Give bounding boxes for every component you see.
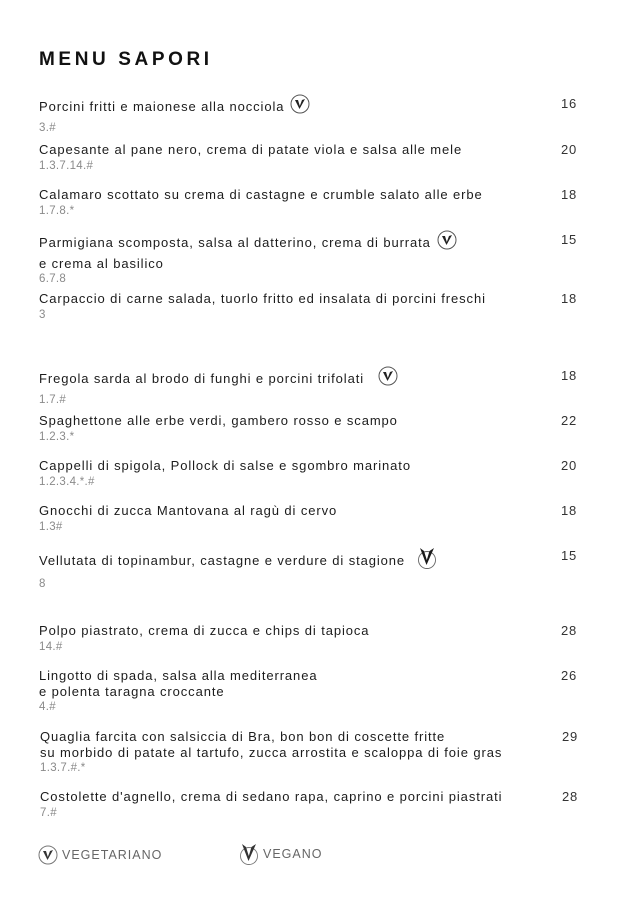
allergen-codes: 7.#: [40, 806, 57, 819]
dish-price: 18: [560, 291, 577, 306]
menu-item: [39, 232, 579, 286]
vegan-icon: [239, 842, 259, 866]
dish-name-line-2: e polenta taragna croccante: [39, 683, 225, 699]
allergen-codes: 14.#: [39, 640, 63, 653]
dish-price: 15: [560, 232, 577, 247]
dish-price: 15: [560, 548, 577, 563]
dish-name-line-2: su morbido di patate al tartufo, zucca arrostita e scaloppa di foie gras: [40, 744, 503, 760]
dish-name: Fregola sarda al brodo di funghi e porcini trifolati: [39, 368, 579, 392]
menu-item: [39, 142, 579, 173]
dish-name: Calamaro scottato su crema di castagne e crumble salato alle erbe: [39, 187, 483, 202]
allergen-codes: 6.7.8: [39, 273, 67, 285]
menu-item: [40, 729, 580, 775]
dish-price: 29: [561, 729, 578, 744]
dish-price: 20: [560, 142, 577, 157]
dish-name: Cappelli di spigola, Pollock di salse e sgombro marinato: [39, 458, 411, 473]
allergen-codes: 3: [39, 308, 46, 321]
dish-price: 18: [560, 368, 577, 383]
vegetarian-icon: [378, 366, 398, 390]
dish-name: Spaghettone alle erbe verdi, gambero rosso e scampo: [39, 413, 398, 428]
legend-vegan: [239, 842, 323, 866]
allergen-codes: 4.#: [39, 701, 56, 713]
allergen-codes: 1.2.3.4.*.#: [39, 475, 95, 488]
dish-name: Quaglia farcita con salsiccia di Bra, bon bon di coscette fritte: [40, 729, 446, 744]
legend-vegetarian: [38, 845, 162, 865]
vegetarian-icon: [437, 230, 457, 254]
dish-price: 18: [560, 187, 577, 202]
menu-item: [39, 623, 579, 654]
dish-name: Polpo piastrato, crema di zucca e chips di tapioca: [39, 623, 370, 638]
menu-item: [39, 187, 579, 218]
dish-name: Gnocchi di zucca Mantovana al ragù di cervo: [39, 503, 338, 518]
menu-item: [39, 96, 579, 135]
vegetarian-icon: [38, 845, 58, 865]
menu-title: MENU SAPORI: [39, 49, 213, 70]
menu-item: [39, 503, 579, 534]
legend-vegetarian-label: VEGETARIANO: [62, 848, 163, 862]
menu-item: [39, 368, 579, 407]
allergen-codes: 1.7.#: [39, 393, 67, 406]
dish-name: Vellutata di topinambur, castagne e verdure di stagione: [39, 548, 579, 576]
dish-name: Porcini fritti e maionese alla nocciola: [39, 96, 579, 120]
dish-price: 28: [561, 789, 578, 804]
menu-item: [39, 413, 579, 444]
allergen-codes: 3.#: [39, 121, 56, 134]
allergen-codes: 1.2.3.*: [39, 430, 75, 443]
dish-name: Lingotto di spada, salsa alla mediterranea: [39, 668, 318, 683]
dish-price: 28: [560, 623, 577, 638]
dish-price: 22: [560, 413, 577, 428]
dish-name: Costolette d'agnello, crema di sedano rapa, caprino e porcini piastrati: [40, 789, 503, 804]
menu-item: [39, 668, 579, 714]
dish-price: 18: [560, 503, 577, 518]
menu-item: [39, 548, 579, 591]
allergen-codes: 8: [39, 577, 46, 590]
dish-name-line-2: e crema al basilico: [39, 255, 164, 271]
vegetarian-icon: [290, 94, 310, 118]
menu-item: [39, 291, 579, 322]
legend-vegan-label: VEGANO: [263, 847, 323, 861]
menu-item: [40, 789, 580, 820]
dish-price: 26: [560, 668, 577, 683]
menu-item: [39, 458, 579, 489]
dish-price: 16: [560, 96, 577, 111]
allergen-codes: 1.3#: [39, 520, 63, 533]
dish-name: Parmigiana scomposta, salsa al datterino, crema di burrata: [39, 232, 579, 256]
dish-price: 20: [560, 458, 577, 473]
allergen-codes: 1.3.7.#.*: [40, 762, 86, 774]
vegan-icon: [417, 546, 437, 574]
allergen-codes: 1.3.7.14.#: [39, 159, 94, 172]
dish-name: Carpaccio di carne salada, tuorlo fritto ed insalata di porcini freschi: [39, 291, 486, 306]
dish-name: Capesante al pane nero, crema di patate viola e salsa alle mele: [39, 142, 463, 157]
allergen-codes: 1.7.8.*: [39, 204, 75, 217]
